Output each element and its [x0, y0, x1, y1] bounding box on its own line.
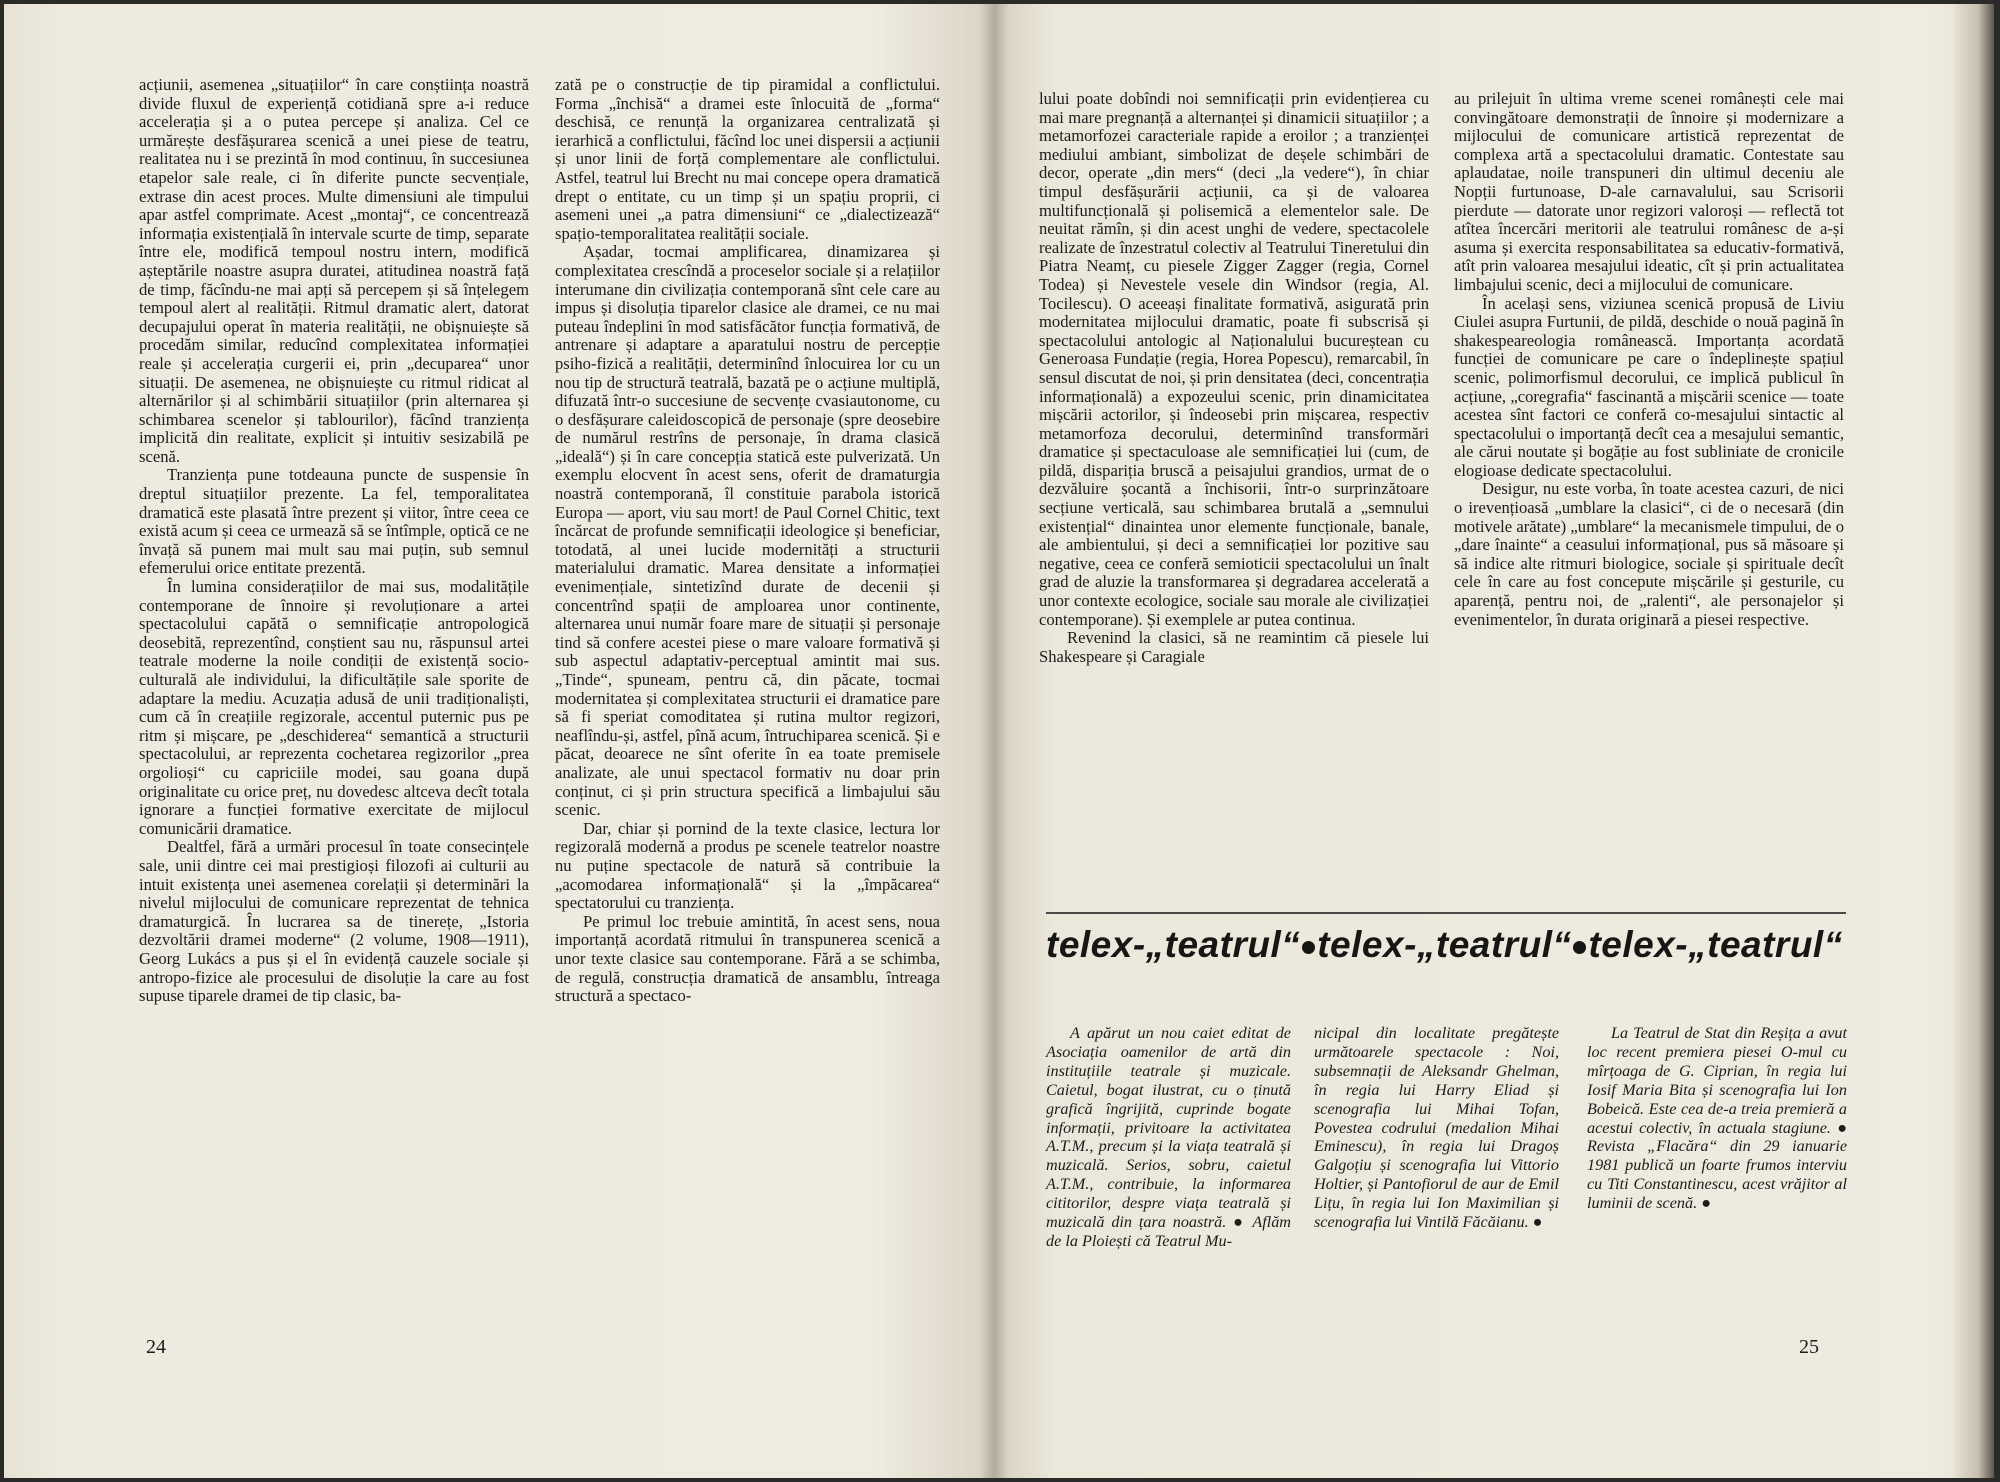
telex-column-3: [1587, 1024, 1847, 1213]
paragraph: acțiunii, asemenea „situațiilor“ în care conștiința noastră divide fluxul de experiență cotidiană spre a-i reduce accelerația și a o putea percepe și analiza. Cel ce urmărește desfășurarea scenică a unei piese de teatru, realitatea nu i se prezintă în mod continuu, în succesiunea etapelor sale reale, ci în diferite puncte secvențiale, extrase din acest proces. Multe dimensiuni ale timpului apar astfel comprimate. Acest „montaj“, ce concentrează informația existențială în intervale scurte de timp, separate între ele, modifică tempoul nostru intern, modifică așteptările noastre asupra duratei, atitudinea noastră față de timp, făcîndu-ne mai apți să percepem și să înțelegem tempoul alert al realității. Ritmul dramatic alert, datorat decupajului operat în materia realității, ne obișnuiește să procedăm similar, reducînd complexitatea informației reale și accelerația curgerii ei, prin „decuparea“ unor situații. De asemenea, ne obișnuiește cu ritmul ridicat al alternărilor și al schimbării situațiilor (prin alternarea și schimbarea scenelor și tablourilor), făcînd tranziența implicită din realitate, explicit și intuitiv sesizabilă pe scenă.: [139, 75, 529, 466]
section-divider: [1046, 912, 1846, 914]
left-page: [4, 4, 994, 1478]
telex-section-heading: [1046, 924, 1856, 966]
telex-item: nicipal din localitate pregătește următoarele spectacole : Noi, subsemnații de Aleksandr Ghelman, în regia lui Harry Eliad și scenografia lui Mihai Tofan, Povestea codrului (medalion Mihai Eminescu), în regia lui Dragoș Galgoțiu și scenografia lui Vittorio Holtier, și Pantofiorul de aur de Emil Lițu, în regia lui Ion Maximilian și scenografia lui Vintilă Făcăianu. ●: [1314, 1024, 1559, 1232]
telex-item: A apărut un nou caiet editat de Asociația oamenilor de artă din instituțiile teatrale și muzicale. Caietul, bogat ilustrat, cu o ținută grafică îngrijită, cuprinde bogate informații, privitoare la activitatea A.T.M., precum și la viața teatrală și muzicală. Serios, sobru, caietul A.T.M., contribuie, la informarea cititorilor, despre viața teatrală și muzicală din țara noastră. ● Aflăm de la Ploiești că Teatrul Mu-: [1046, 1024, 1291, 1250]
paragraph: Desigur, nu este vorba, în toate acestea cazuri, de nici o irevențioasă „umblare la clasici“, ci de o necesară (din motivele arătate) „umblare“ la mecanismele timpului, de o „dare înainte“ a ceasului informațional, pus să măsoare și să indice alte ritmuri biologice, sociale și spirituale decît cele în care au fost concepute mișcările și gesturile, cu aparență, pentru noi, de „ralenti“, ale personajelor și evenimentelor, în durata originară a piesei respective.: [1454, 479, 1844, 629]
left-page-column-2: [555, 76, 940, 1006]
left-page-column-1: [139, 76, 529, 1006]
right-page-column-2: [1454, 90, 1844, 629]
page-number: 25: [1799, 1336, 1819, 1358]
paragraph: Așadar, tocmai amplificarea, dinamizarea și complexitatea crescîndă a proceselor sociale și a relațiilor interumane din civilizația contemporană sînt cele care au impus și disoluția tiparelor clasice ale dramei, ce nu mai puteau îndeplini în mod satisfăcător funcția formativă, de antrenare și adaptare a aparatului nostru de percepție psiho-fizică a realității, determinînd înlocuirea lor cu un nou tip de structură teatrală, bazată pe o acțiune multiplă, difuzată într-o succesiune de secvențe cvasiautonome, cu o desfășurare caleidoscopică de personaje (spre deosebire de numărul restrîns de personaje, în drama clasică „ideală“) și în care concepția statică este pulverizată. Un exemplu elocvent în acest sens, oferit de dramaturgia noastră contemporană, îl constituie parabola istorică Europa — aport, viu sau mort! de Paul Cornel Chitic, text încărcat de profunde semnificații ideologice și beneficiar, totodată, al unei lucide modernități a structurii materialului dramatic. Marea densitate a informației evenimențiale, sintetizînd durate de decenii și concentrînd spații de amploarea unor continente, alternarea unui număr foare mare de situații și personaje tind să confere acestei piese o mare valoare formativă și sub aspectul adaptativ-perceptual amintit mai sus. „Tinde“, spuneam, pentru că, din păcate, tocmai modernitatea și complexitatea structurii ei dramatice pare să fi speriat comoditatea și rutina multor regizori, neaflîndu-și, astfel, pînă acum, întruchiparea scenică. Și e păcat, deoarece ne sînt oferite în ea toate premisele analizate, ale unui spectacol formativ nu doar prin conținut, ci și prin structura specifică a limbajului său scenic.: [555, 242, 940, 820]
paragraph: Pe primul loc trebuie amintită, în acest sens, noua importanță acordată ritmului în transpunerea scenică a unor texte clasice sau contemporane. Fără a se schimba, de regulă, construcția dramatică de ansamblu, întreaga structură a spectaco-: [555, 911, 940, 1006]
right-page-column-1: [1039, 90, 1429, 666]
paragraph: În același sens, viziunea scenică propusă de Liviu Ciulei asupra Furtunii, de pildă, deschide o nouă pagină în shakespeareologia românească. Importanța acordată funcției de comunicare pe care o îndeplinește spațiul scenic, polimorfismul decorului, ce implică publicul în acțiune, „coregrafia“ fascinantă a mișcării scenice — toate acestea sînt factori ce conferă co-mesajului sintactic al spectacolului o importanță decît cea a mesajului semantic, ale cărui noutate și bogăție au fost subliniate de cronicile elogioase dedicate spectacolului.: [1454, 293, 1844, 480]
paragraph: Dar, chiar și pornind de la texte clasice, lectura lor regizorală modernă a produs pe scenele teatrelor noastre nu puține spectacole de natură să contribuie la „acomodarea informațională“ și la „împăcarea“ spectatorului cu tranziența.: [555, 818, 940, 913]
paragraph: au prilejuit în ultima vreme scenei românești cele mai convingătoare demonstrații de înnoire și modernizare a mijlocului de comunicare artistică reprezentat de complexa artă a spectacolului dramatic. Contestate sau aplaudatae, noile transpuneri din ultimul deceniu ale Nopții furtunoase, D-ale carnavalului, sau Scrisorii pierdute — datorate unor regizori valoroși — reflectă tot atîtea încercări meritorii ale teatrului românesc de a-și asuma și exercita responsabilitatea sa educativ-formativă, atît prin valoarea mesajului ideatic, cît și prin actualitatea limbajului scenic, deci a mijlocului de comunicare.: [1454, 89, 1844, 294]
bullet-icon: [1573, 941, 1586, 954]
paragraph: lului poate dobîndi noi semnificații prin evidențierea cu mai mare pregnanță a alternanței și dinamicii situațiilor ; a metamorfozei caracteriale rapide a eroilor ; a tranzienței mediului ambiant, simbolizat de deșele schimbări de decor, operate „din mers“ (deci „la vedere“), în chiar timpul desfășurării acțiunii, ca și de valoarea multifuncțională și polisemică a elementelor sale. De neuitat rămîn, și din acest unghi de vedere, spectacolele realizate de înzestratul colectiv al Teatrului Tineretului din Piatra Neamț, cu piesele Zigger Zagger (regia, Cornel Todea) și Nevestele vesele din Windsor (regia, Al. Tocilescu). O aceeași finalitate formativă, asigurată prin modernitatea mijlocului dramatic, poate fi subscrisă și spectacolului antologic al Naționalului bucureștean cu Generoasa Fundație (regia, Horea Popescu), remarcabil, în sensul discutat de noi, și prin densitatea (deci, concentrația informațională) a expozeului scenic, prin dinamicitatea mișcării actorilor, și îndeosebi prin mișcarea, respectiv metamorfoza decorului, determinînd transformări dramatice și spectaculoase ale semnificației lui (cum, de pildă, dispariția bruscă a peisajului grandios, urmat de o dezvăluire șocantă a închisorii, într-o surprinzătoare secțiune verticală, sau schimbarea brutală a „semnului existențial“ dinaintea unor elemente funcționale, banale, ale ambientului, și deci a semnificației lor pozitive sau negative, ceea ce conferă semioticii spectacolului un înalt grad de aluzie la transformarea și degradarea accelerată a unor contexte ecologice, sociale sau morale ale civilizației contemporane). Și exemplele ar putea continua.: [1039, 89, 1429, 629]
magazine-spread: [4, 4, 1994, 1478]
bullet-icon: [1302, 941, 1315, 954]
paragraph: Tranziența pune totdeauna puncte de suspensie în dreptul situațiilor prezente. La fel, temporalitatea dramatică este plasată între prezent și viitor, între ceea ce există acum și ceea ce urmează să se întîmple, optică ce ne învață să punem mai mult sau mai puțin, sub semnul efemerului orice entitate prezentă.: [139, 465, 529, 578]
telex-heading-segment: telex-„teatrul“: [1046, 924, 1301, 965]
paragraph: Dealtfel, fără a urmări procesul în toate consecințele sale, unii dintre cei mai prestigioși filozofi ai culturii au intuit existența unei asemenea corelații și determinări la nivelul mijlocului de comunicare reprezentat de tehnica dramaturgică. În lucrarea sa de tinerețe, „Istoria dezvoltării dramei moderne“ (2 volume, 1908—1911), Georg Lukács a pus și el în evidență cauzele sociale și antropo-fizice ale procesului de disoluție la care au fost supuse tiparele dramei de tip clasic, ba-: [139, 837, 529, 1006]
telex-heading-segment: telex-„teatrul“: [1588, 924, 1843, 965]
right-page: [994, 4, 1994, 1478]
paragraph: zată pe o construcție de tip piramidal a conflictului. Forma „închisă“ a dramei este înlocuită de „forma“ deschisă, ce renunță la organizarea centralizată și ierarhică a conflictului, făcînd loc unei dispersii a acțiunii și unor linii de forță complementare ale conflictului. Astfel, teatrul lui Brecht nu mai concepe opera dramatică drept o entitate, cu un timp și un spațiu proprii, ci asemeni unei „a patra dimensiuni“ ce „dialectizează“ spațio-temporalitatea realității sociale.: [555, 75, 940, 243]
page-number: 24: [146, 1336, 166, 1358]
telex-column-1: [1046, 1024, 1291, 1251]
telex-item: La Teatrul de Stat din Reșița a avut loc recent premiera piesei O-mul cu mîrțoaga de G. Ciprian, în regia lui Iosif Maria Bita și scenografia lui Ion Bobeică. Este cea de-a treia premieră a acestui colectiv, în actuala stagiune. ● Revista „Flacăra“ din 29 ianuarie 1981 publică un foarte frumos interviu cu Titi Constantinescu, acest vrăjitor al luminii de scenă. ●: [1587, 1024, 1847, 1213]
telex-heading-segment: telex-„teatrul“: [1317, 924, 1572, 965]
telex-column-2: [1314, 1024, 1559, 1232]
paragraph: În lumina considerațiilor de mai sus, modalitățile contemporane de înnoire și revoluționare a artei spectacolului capătă o semnificație antropologică deosebită, reprezentînd, conștient sau nu, răspunsul artei teatrale moderne la noile condiții de existență socio-culturală ale individului, la dificultățile sale sporite de adaptare la mediu. Acuzația adusă de unii tradiționaliști, cum că în creațiile regizorale, accentul puternic pus pe ritm și mișcare, pe „deschiderea“ semantică a structurii spectacolului, ar reprezenta cochetarea regizorilor „prea orgolioși“ cu capriciile modei, sau goana după originalitate cu orice preț, nu dovedesc altceva decît totala ignorare a funcției formative exercitate de mijlocul comunicării dramatice.: [139, 577, 529, 838]
page-edge: [1954, 4, 1994, 1478]
paragraph: Revenind la clasici, să ne reamintim că piesele lui Shakespeare și Caragiale: [1039, 628, 1429, 666]
